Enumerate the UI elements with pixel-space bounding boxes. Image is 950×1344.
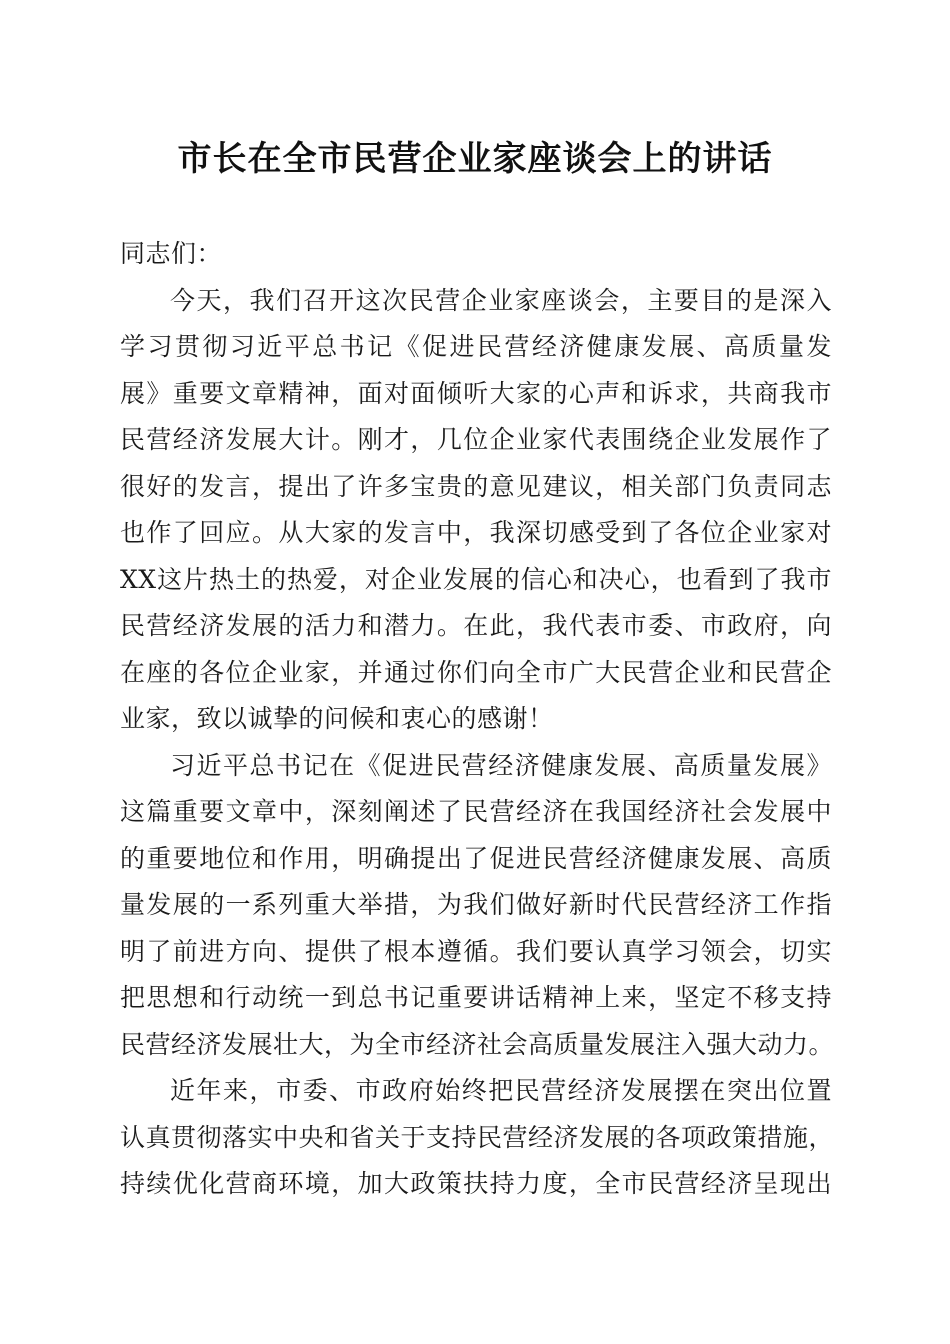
- body-line: 业家，致以诚挚的问候和衷心的感谢！: [120, 704, 554, 733]
- body-lines: [120, 278, 835, 1208]
- body-line: 民营经济发展大计。刚才，几位企业家代表围绕企业发展作了: [120, 425, 832, 454]
- body-line: 量发展的一系列重大举措，为我们做好新时代民营经济工作指: [120, 890, 832, 919]
- body-line: 认真贯彻落实中央和省关于支持民营经济发展的各项政策措施，: [120, 1122, 835, 1152]
- body-line: 明了前进方向、提供了根本遵循。我们要认真学习领会，切实: [120, 936, 832, 966]
- body-line: 很好的发言，提出了许多宝贵的意见建议，相关部门负责同志: [120, 471, 832, 501]
- document-title: 市长在全市民营企业家座谈会上的讲话: [177, 139, 773, 179]
- body-line: 也作了回应。从大家的发言中，我深切感受到了各位企业家对: [120, 518, 832, 547]
- body-line: 民营经济发展的活力和潜力。在此，我代表市委、市政府，向: [120, 611, 832, 640]
- body-line: 近年来，市委、市政府始终把民营经济发展摆在突出位置: [170, 1076, 832, 1105]
- body-line: XX这片热土的热爱，对企业发展的信心和决心，也看到了我市: [120, 564, 832, 594]
- body-line: 的重要地位和作用，明确提出了促进民营经济健康发展、高质: [120, 843, 832, 873]
- body-line: 这篇重要文章中，深刻阐述了民营经济在我国经济社会发展中: [120, 797, 832, 826]
- body-line: 在座的各位企业家，并通过你们向全市广大民营企业和民营企: [120, 657, 832, 687]
- body-line: 今天，我们召开这次民营企业家座谈会，主要目的是深入: [170, 285, 832, 315]
- body-line: 持续优化营商环境，加大政策扶持力度，全市民营经济呈现出: [120, 1169, 832, 1198]
- body-line: 学习贯彻习近平总书记《促进民营经济健康发展、高质量发: [120, 332, 832, 361]
- body-line: 展》重要文章精神，面对面倾听大家的心声和诉求，共商我市: [120, 378, 832, 408]
- document-body: [120, 231, 835, 1208]
- body-line: 民营经济发展壮大，为全市经济社会高质量发展注入强大动力。: [120, 1029, 835, 1059]
- salutation: 同志们：: [120, 239, 223, 268]
- body-line: 把思想和行动统一到总书记重要讲话精神上来，坚定不移支持: [120, 983, 832, 1012]
- body-line: 习近平总书记在《促进民营经济健康发展、高质量发展》: [170, 750, 832, 780]
